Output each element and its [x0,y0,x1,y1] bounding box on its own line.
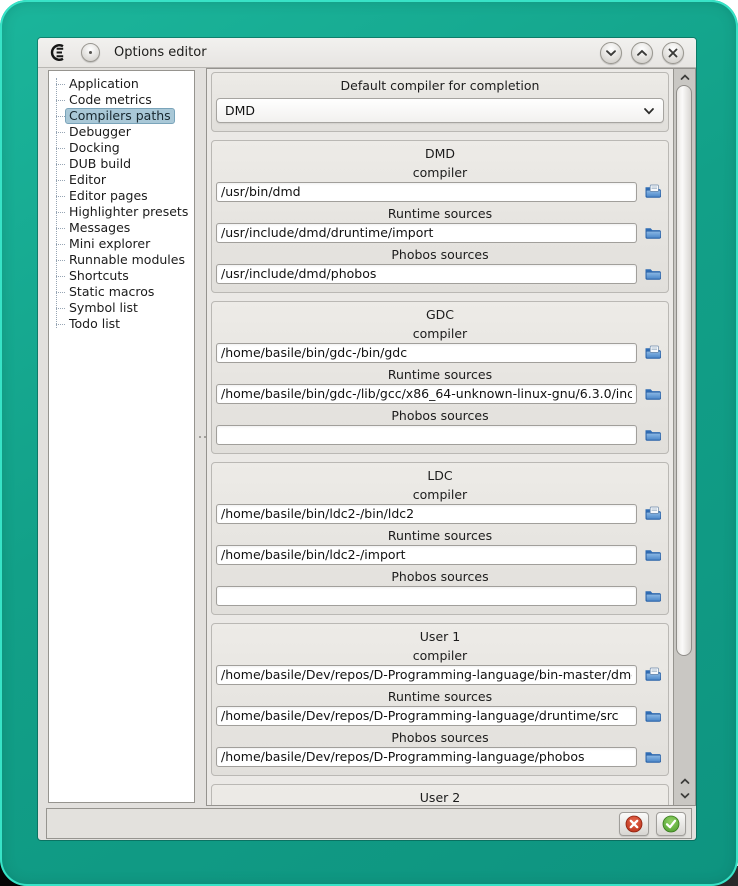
tree-item-label: Highlighter presets [69,204,189,219]
browse-phobos-button[interactable] [642,748,664,766]
runtime-sources-label: Runtime sources [387,206,493,221]
open-file-icon [644,667,662,683]
dialog-buttonbar [46,808,692,839]
phobos-sources-label: Phobos sources [391,569,489,584]
tree-item-label: Static macros [69,284,155,299]
coedit-logo-icon [48,43,70,62]
browse-runtime-button[interactable] [642,707,664,725]
field-row [216,222,664,243]
options-editor-window [38,38,696,840]
browse-compiler-button[interactable] [642,183,664,201]
default-compiler-group [211,72,669,132]
sidebar-item-runnable-modules[interactable] [49,252,192,268]
tree-item-label: Debugger [69,124,131,139]
sidebar-item-messages[interactable] [49,220,192,236]
default-compiler-select[interactable] [216,98,664,123]
accept-button[interactable] [656,812,686,836]
group-title: LDC [427,468,453,483]
compiler-label: compiler [412,487,468,502]
titlebar [38,38,696,68]
compiler-path-input[interactable] [216,182,637,202]
compiler-group-user1 [211,623,669,776]
folder-icon [644,386,662,402]
tree-item-label: DUB build [69,156,132,171]
field-row [216,544,664,565]
compiler-group-ldc [211,462,669,615]
chevron-down-icon [643,107,655,115]
open-file-icon [644,506,662,522]
field-row [216,746,664,767]
scroll-up-button-bottom[interactable] [674,774,695,789]
roll-up-button[interactable] [631,42,653,64]
field-row [216,585,664,606]
tree-item-label: Mini explorer [69,236,151,251]
open-file-icon [644,184,662,200]
pin-icon [89,51,92,54]
scroll-down-button[interactable] [674,788,695,803]
runtime-sources-label: Runtime sources [387,367,493,382]
tree-item-label: Shortcuts [69,268,129,283]
field-row [216,424,664,445]
chevron-down-icon [605,49,617,57]
compiler-path-input[interactable] [216,343,637,363]
field-row [216,705,664,726]
sidebar-item-code-metrics[interactable] [49,92,192,108]
browse-runtime-button[interactable] [642,546,664,564]
compiler-label: compiler [412,165,468,180]
window-title: Options editor [114,45,207,60]
accept-icon [662,815,680,833]
sidebar-item-application[interactable] [49,76,192,92]
group-title: Default compiler for completion [340,78,540,93]
open-file-icon [644,345,662,361]
folder-icon [644,588,662,604]
folder-icon [644,427,662,443]
field-row [216,383,664,404]
field-row [216,263,664,284]
tree-item-label: Editor pages [69,188,148,203]
browse-phobos-button[interactable] [642,265,664,283]
tree-item-label: Code metrics [69,92,152,107]
phobos-sources-input[interactable] [216,425,637,445]
runtime-sources-label: Runtime sources [387,689,493,704]
sidebar-item-todo-list[interactable] [49,316,192,332]
browse-compiler-button[interactable] [642,505,664,523]
scroll-up-button[interactable] [674,70,695,85]
folder-icon [644,708,662,724]
tree-item-label: Editor [69,172,106,187]
compiler-group-user2 [211,784,669,805]
runtime-sources-input[interactable] [216,223,637,243]
folder-icon [644,266,662,282]
phobos-sources-label: Phobos sources [391,730,489,745]
phobos-sources-input[interactable] [216,586,637,606]
runtime-sources-input[interactable] [216,384,637,404]
sidebar-item-dub-build[interactable] [49,156,192,172]
sidebar-item-shortcuts[interactable] [49,268,192,284]
compiler-path-input[interactable] [216,504,637,524]
runtime-sources-input[interactable] [216,706,637,726]
tree-item-label: Symbol list [69,300,138,315]
compiler-path-input[interactable] [216,665,637,685]
sidebar-item-debugger[interactable] [49,124,192,140]
category-tree [48,70,195,803]
phobos-sources-input[interactable] [216,747,637,767]
sidebar-item-compilers-paths[interactable] [49,108,192,124]
tree-item-label: Application [69,76,139,91]
browse-compiler-button[interactable] [642,666,664,684]
field-row [216,503,664,524]
tree-item-label-selected: Compilers paths [65,108,175,124]
scrollbar-thumb[interactable] [676,85,692,656]
tree-item-label: Runnable modules [69,252,185,267]
folder-icon [644,749,662,765]
compiler-group-gdc [211,301,669,454]
tree-item-label: Docking [69,140,120,155]
chevron-up-icon [680,778,690,785]
sidebar-item-static-macros[interactable] [49,284,192,300]
splitter-grip-icon [199,436,201,438]
combo-value: DMD [225,103,256,118]
browse-runtime-button[interactable] [642,224,664,242]
field-row [216,664,664,685]
group-title: DMD [424,146,456,161]
group-title: User 2 [419,790,461,805]
client-area [38,68,696,840]
chevron-up-icon [636,49,648,57]
sidebar-item-mini-explorer[interactable] [49,236,192,252]
field-row [216,342,664,363]
compiler-label: compiler [412,648,468,663]
compiler-label: compiler [412,326,468,341]
compiler-group-dmd [211,140,669,293]
browse-phobos-button[interactable] [642,426,664,444]
sidebar-item-highlighter-presets[interactable] [49,204,192,220]
browse-phobos-button[interactable] [642,587,664,605]
group-title: GDC [425,307,455,322]
close-button[interactable] [662,42,684,64]
browse-runtime-button[interactable] [642,385,664,403]
vertical-scrollbar[interactable] [673,69,695,805]
settings-scrollbox [206,68,696,806]
chevron-up-icon [680,74,690,81]
folder-icon [644,225,662,241]
runtime-sources-label: Runtime sources [387,528,493,543]
sidebar-item-editor[interactable] [49,172,192,188]
cancel-icon [625,815,643,833]
browse-compiler-button[interactable] [642,344,664,362]
compilers-paths-panel [207,69,673,805]
pin-button[interactable] [81,43,100,62]
phobos-sources-input[interactable] [216,264,637,284]
close-icon [668,48,678,58]
phobos-sources-label: Phobos sources [391,408,489,423]
tree-list [49,76,192,332]
roll-down-button[interactable] [600,42,622,64]
cancel-button[interactable] [619,812,649,836]
field-row [216,181,664,202]
tree-item-label: Messages [69,220,131,235]
sidebar-item-docking[interactable] [49,140,192,156]
sidebar-item-symbol-list[interactable] [49,300,192,316]
runtime-sources-input[interactable] [216,545,637,565]
phobos-sources-label: Phobos sources [391,247,489,262]
chevron-down-icon [680,792,690,799]
folder-icon [644,547,662,563]
tree-item-label: Todo list [69,316,121,331]
group-title: User 1 [419,629,461,644]
sidebar-item-editor-pages[interactable] [49,188,192,204]
